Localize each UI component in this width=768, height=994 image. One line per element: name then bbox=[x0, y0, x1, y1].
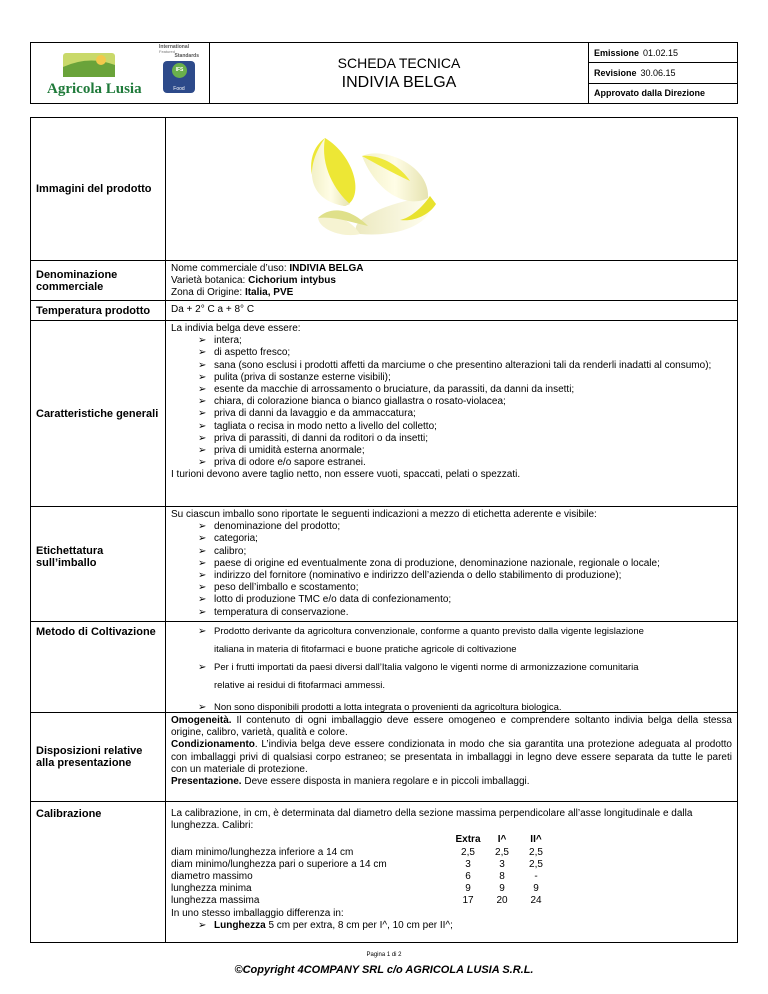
doc-title: INDIVIA BELGA bbox=[341, 73, 457, 91]
ifs-badge bbox=[163, 61, 195, 93]
list-item: ➢ calibro; bbox=[198, 546, 732, 558]
table-row: diam minimo/lunghezza pari o superiore a 14 cm 3 3 2,5 bbox=[171, 858, 543, 870]
list-item: ➢ denominazione del prodotto; bbox=[198, 521, 732, 533]
copyright: ©Copyright 4COMPANY SRL c/o AGRICOLA LUSIA S.R.L. bbox=[234, 964, 534, 976]
list-item: ➢ priva di odore e/o sapore estranei. bbox=[198, 457, 732, 469]
row-caratteristiche bbox=[31, 321, 737, 507]
list-item: ➢ chiara, di colorazione bianca o bianco giallastra o rosato-violacea; bbox=[198, 396, 732, 408]
calibrazione-content: La calibrazione, in cm, è determinata dal diametro della sezione massima perpendicolare all’asse longitudinale e dalla lunghezza. Calibri: Extra I^ II^ diam minimo/lunghezza inferiore a 14 cm 2,5 2,5 2,5 diam minimo/lunghezza pari o superiore a 14 cm 3 3 2,5 diametro massimo 6 8 - lunghezza minima 9 9 9 lunghezza massima 17 20 24 In uno stesso imballaggio differenza in: ➢ Lunghezza 5 cm per extra, 8 cm per I^, 10 cm per II^; bbox=[166, 802, 737, 942]
logo-area bbox=[31, 43, 210, 103]
row-metodo bbox=[31, 622, 737, 713]
endive-image bbox=[290, 126, 450, 246]
table-row: lunghezza massima 17 20 24 bbox=[171, 895, 542, 907]
revisione: Revisione 30.06.15 bbox=[589, 63, 737, 83]
etichettatura-list bbox=[171, 521, 732, 619]
list-item: ➢ esente da macchie di arrossamento o bruciature, da parassiti, da danni da insetti; bbox=[198, 384, 732, 396]
denominazione-content: Nome commerciale d’uso: INDIVIA BELGA Varietà botanica: Cichorium intybus Zona di Origine: Italia, PVE bbox=[171, 263, 364, 299]
metodo-list-3 bbox=[171, 702, 732, 714]
calibrazione-list bbox=[171, 920, 732, 932]
svg-text:Agricola Lusia: Agricola Lusia bbox=[47, 81, 142, 97]
list-item: ➢ paese di origine ed eventualmente zona di produzione, denominazione nazionale, regionale o locale; bbox=[198, 558, 732, 570]
ifs-logo bbox=[159, 45, 199, 101]
ifs-food-label: Food bbox=[173, 86, 185, 92]
list-item: ➢ temperatura di conservazione. bbox=[198, 607, 732, 619]
row-immagini bbox=[31, 118, 737, 261]
label-immagini: Immagini del prodotto bbox=[31, 118, 166, 260]
list-item: ➢ Prodotto derivante da agricoltura convenzionale, conforme a quanto previsto dalla vigente legislazione bbox=[198, 624, 732, 639]
list-item: ➢ peso dell’imballo e scostamento; bbox=[198, 582, 732, 594]
ifs-text-1: International bbox=[159, 44, 190, 50]
row-denominazione bbox=[31, 261, 737, 301]
caratteristiche-content: La indivia belga deve essere: ➢ intera; ➢ di aspetto fresco; ➢ sana (sono esclusi i prodotti affetti da marciume o che presentino alterazioni tali da renderli inadatti al consumo); ➢ pulita (priva di sostanze esterne visibili); ➢ esente da macchie di arrossamento o bruciature, da parassiti, da danni da insetti; ➢ chiara, di colorazione bianca o bianco giallastra o rosato-violacea; ➢ priva di danni da lavaggio e da ammaccatura; ➢ tagliata o recisa in modo netto a livello del colletto; ➢ priva di parassiti, di danni da roditori o da insetti; ➢ priva di umidità esterna anormale; ➢ priva di odore e/o sapore estranei. I turioni devono avere taglio netto, non essere vuoti, spaccati, pelati o spezzati. bbox=[166, 321, 737, 506]
label-denominazione: Denominazione commerciale bbox=[31, 261, 166, 300]
label-disposizioni: Disposizioni relative alla presentazione bbox=[31, 713, 166, 801]
disposizioni-content: Omogeneità. Il contenuto di ogni imballaggio deve essere omogeneo e comprendere soltanto indivia belga della stessa origine, calibro, varietà, qualità e colore. Condizionamento. L’indivia belga deve essere condizionata in modo che sia garantita una protezione adeguata al prodotto con imballaggi privi di qualsiasi corpo estraneo; se presentata in imballaggi in legno deve essere separata da tutte le pareti con un materiale di protezione. Presentazione. Deve essere disposta in maniera regolare e in piccoli imballaggi. bbox=[171, 715, 732, 788]
ifs-text-3: Standards bbox=[174, 53, 199, 59]
list-item: ➢ intera; bbox=[198, 335, 732, 347]
list-item: ➢ pulita (priva di sostanze esterne visibili); bbox=[198, 372, 732, 384]
etichettatura-content: Su ciascun imballo sono riportate le seguenti indicazioni a mezzo di etichetta aderente e visibile: ➢ denominazione del prodotto; ➢ categoria; ➢ calibro; ➢ paese di origine ed eventualmente zona di produzione, denominazione nazionale, regionale o locale; ➢ indirizzo del fornitore (nominativo e indirizzo dell’azienda o dello stabilimento di produzione); ➢ peso dell’imballo e scostamento; ➢ lotto di produzione TMC e/o data di confezionamento; ➢ temperatura di conservazione. bbox=[166, 507, 737, 621]
row-disposizioni bbox=[31, 713, 737, 802]
table-row: diam minimo/lunghezza inferiore a 14 cm 2,5 2,5 2,5 bbox=[171, 846, 543, 858]
list-item: ➢ lotto di produzione TMC e/o data di confezionamento; bbox=[198, 594, 732, 606]
row-etichettatura bbox=[31, 507, 737, 622]
label-etichettatura: Etichettatura sull’imballo bbox=[31, 507, 166, 621]
product-image-cell bbox=[166, 118, 737, 260]
list-item: ➢ tagliata o recisa in modo netto a livello del colletto; bbox=[198, 421, 732, 433]
label-metodo: Metodo di Coltivazione bbox=[31, 622, 166, 712]
spec-table bbox=[30, 117, 738, 943]
header-title bbox=[210, 43, 589, 103]
ifs-badge-label: IFS bbox=[172, 63, 187, 78]
label-temperatura: Temperatura prodotto bbox=[31, 301, 166, 320]
agricola-lusia-logo bbox=[39, 45, 159, 103]
list-item: ➢ indirizzo del fornitore (nominativo e indirizzo dell’azienda o dello stabilimento di produzione); bbox=[198, 570, 732, 582]
caratteristiche-list bbox=[171, 335, 732, 469]
table-header: Extra I^ II^ bbox=[455, 834, 542, 846]
list-item: ➢ Non sono disponibili prodotti a lotta integrata o provenienti da agricoltura biologica. bbox=[198, 702, 732, 714]
table-row: diametro massimo 6 8 - bbox=[171, 871, 538, 883]
doc-type: SCHEDA TECNICA bbox=[337, 54, 461, 71]
metodo-list bbox=[171, 624, 732, 639]
document-header bbox=[30, 42, 738, 104]
emissione: Emissione 01.02.15 bbox=[589, 43, 737, 63]
row-temperatura bbox=[31, 301, 737, 321]
metodo-content: ➢ Prodotto derivante da agricoltura convenzionale, conforme a quanto previsto dalla vigente legislazione italiana in materia di fitofarmaci e buone pratiche agricole di coltivazione ➢ Per i frutti importati da paesi diversi dall’Italia valgono le vigenti norme di armonizzazione comunitaria relative ai residui di fitofarmaci ammessi. ➢ Non sono disponibili prodotti a lotta integrata o provenienti da agricoltura biologica. bbox=[166, 622, 737, 712]
list-item: ➢ Per i frutti importati da paesi diversi dall’Italia valgono le vigenti norme di armonizzazione comunitaria bbox=[198, 660, 732, 675]
table-row: lunghezza minima 9 9 9 bbox=[171, 883, 539, 895]
list-item: ➢ categoria; bbox=[198, 533, 732, 545]
metodo-list-2 bbox=[171, 660, 732, 675]
list-item: ➢ priva di parassiti, di danni da roditori o da insetti; bbox=[198, 433, 732, 445]
header-meta bbox=[589, 43, 737, 103]
temperatura-value: Da + 2° C a + 8° C bbox=[171, 304, 255, 316]
calibri-table bbox=[171, 834, 553, 907]
list-item: ➢ di aspetto fresco; bbox=[198, 347, 732, 359]
list-item: ➢ Lunghezza 5 cm per extra, 8 cm per I^, 10 cm per II^; bbox=[198, 920, 732, 932]
label-calibrazione: Calibrazione bbox=[31, 802, 166, 942]
label-caratteristiche: Caratteristiche generali bbox=[31, 321, 166, 506]
row-calibrazione bbox=[31, 802, 737, 942]
page-number: Pagina 1 di 2 bbox=[366, 952, 402, 958]
ifs-text-2: Featured bbox=[159, 49, 176, 54]
list-item: ➢ priva di umidità esterna anormale; bbox=[198, 445, 732, 457]
list-item: ➢ sana (sono esclusi i prodotti affetti da marciume o che presentino alterazioni tali da renderli inadatti al consumo); bbox=[198, 360, 732, 372]
approvato: Approvato dalla Direzione bbox=[594, 88, 706, 99]
list-item: ➢ priva di danni da lavaggio e da ammaccatura; bbox=[198, 408, 732, 420]
